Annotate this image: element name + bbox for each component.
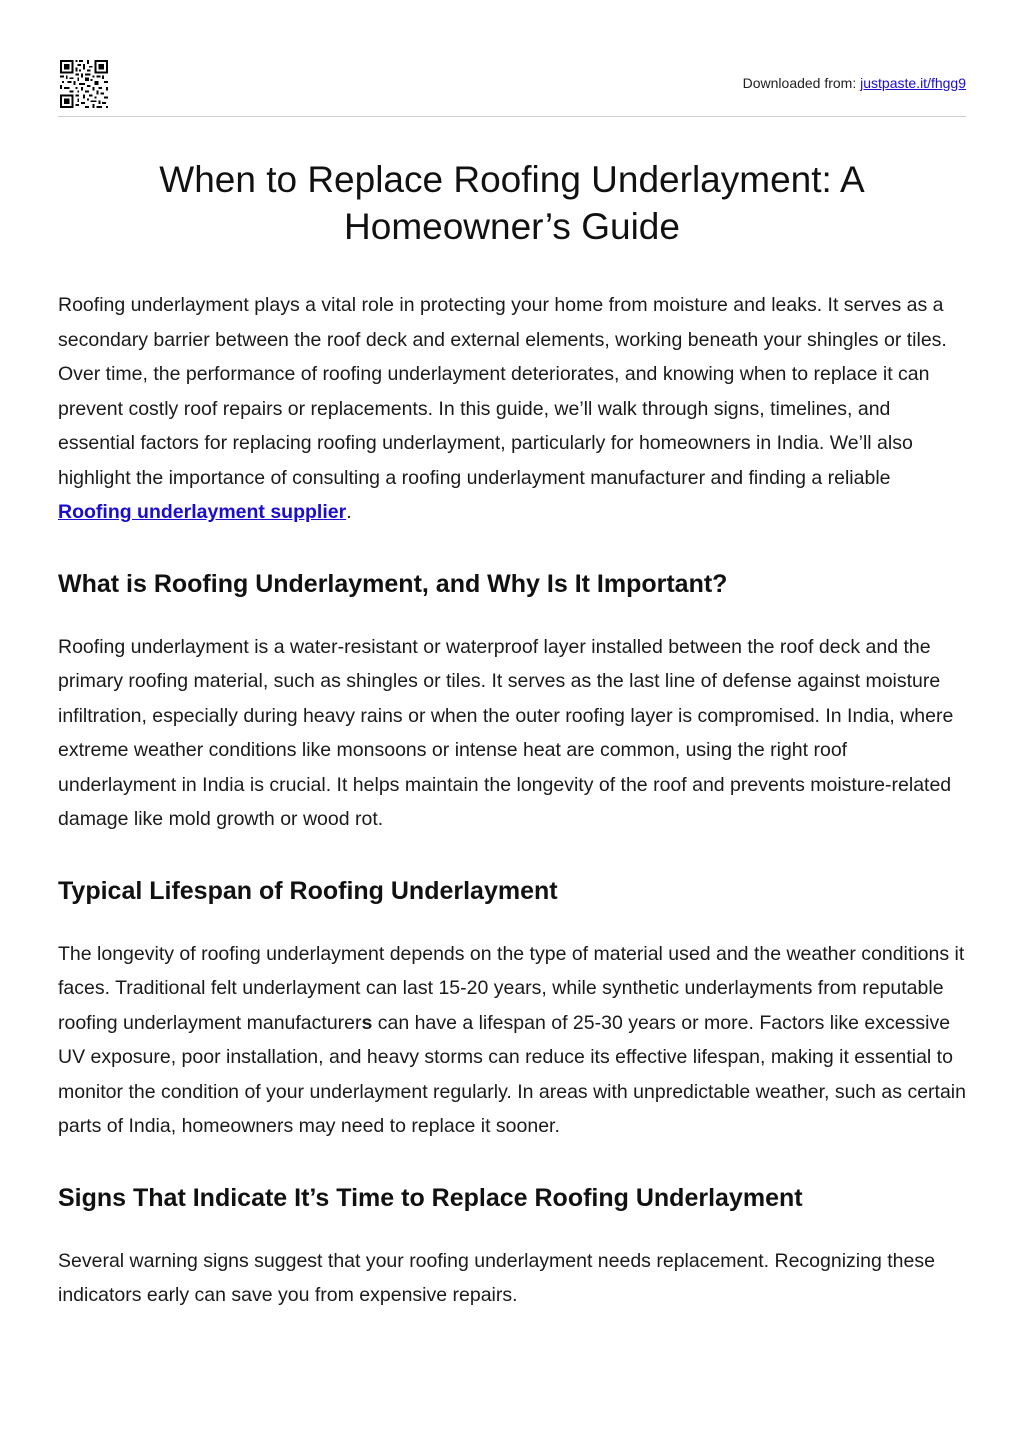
source-link[interactable]: justpaste.it/fhgg9 <box>860 75 966 91</box>
section-heading-what-is: What is Roofing Underlayment, and Why Is It Important? <box>58 569 728 598</box>
supplier-link[interactable]: Roofing underlayment supplier <box>58 501 347 523</box>
header-divider <box>58 116 966 117</box>
article <box>58 156 966 1313</box>
section-heading-signs: Signs That Indicate It’s Time to Replace Roofing Underlayment <box>58 1183 803 1212</box>
page-title: When to Replace Roofing Underlayment: A Homeowner’s Guide <box>159 159 865 247</box>
intro-text-end: . <box>346 501 352 523</box>
download-source-line <box>743 75 966 91</box>
lifespan-bold-text: s <box>361 1011 373 1034</box>
lifespan-text: The longevity of roofing underlayment depends on the type of material used and the weather conditions it faces. Traditional felt underlayment can last 15-20 years, while synthetic underlayments from reputable roofing underlayment manufacturer <box>58 942 965 1034</box>
qr-code-icon <box>60 60 108 108</box>
section-body-what-is: Roofing underlayment is a water-resistant or waterproof layer installed between the roof deck and the primary roofing material, such as shingles or tiles. It serves as the last line of defense against moisture infiltration, especially during heavy rains or when the outer roofing layer is compromised. In India, where extreme weather conditions like monsoons or intense heat are common, using the right roof underlayment in India is crucial. It helps maintain the longevity of the roof and prevents moisture-related damage like mold growth or wood rot. <box>58 635 954 830</box>
section-heading-lifespan: Typical Lifespan of Roofing Underlayment <box>58 876 558 905</box>
intro-text: Roofing underlayment plays a vital role in protecting your home from moisture and leaks. It serves as a secondary barrier between the roof deck and external elements, working beneath your shingles or tiles. Over time, the performance of roofing underlayment deteriorates, and knowing when to replace it can prevent costly roof repairs or replacements. In this guide, we’ll walk through signs, timelines, and essential factors for replacing roofing underlayment, particularly for homeowners in India. We’ll also highlight the importance of consulting a roofing underlayment manufacturer and finding a reliable <box>58 294 947 489</box>
section-body-lifespan <box>58 937 966 1144</box>
lifespan-text-end: can have a lifespan of 25-30 years or more. Factors like excessive UV exposure, poor installation, and heavy storms can reduce its effective lifespan, making it essential to monitor the condition of your underlayment regularly. In areas with unpredictable weather, such as certain parts of India, homeowners may need to replace it sooner. <box>58 1011 966 1137</box>
intro-paragraph <box>58 288 966 530</box>
download-prefix: Downloaded from: <box>742 75 861 91</box>
section-body-signs: Several warning signs suggest that your roofing underlayment needs replacement. Recognizing these indicators early can save you from expensive repairs. <box>58 1249 935 1306</box>
